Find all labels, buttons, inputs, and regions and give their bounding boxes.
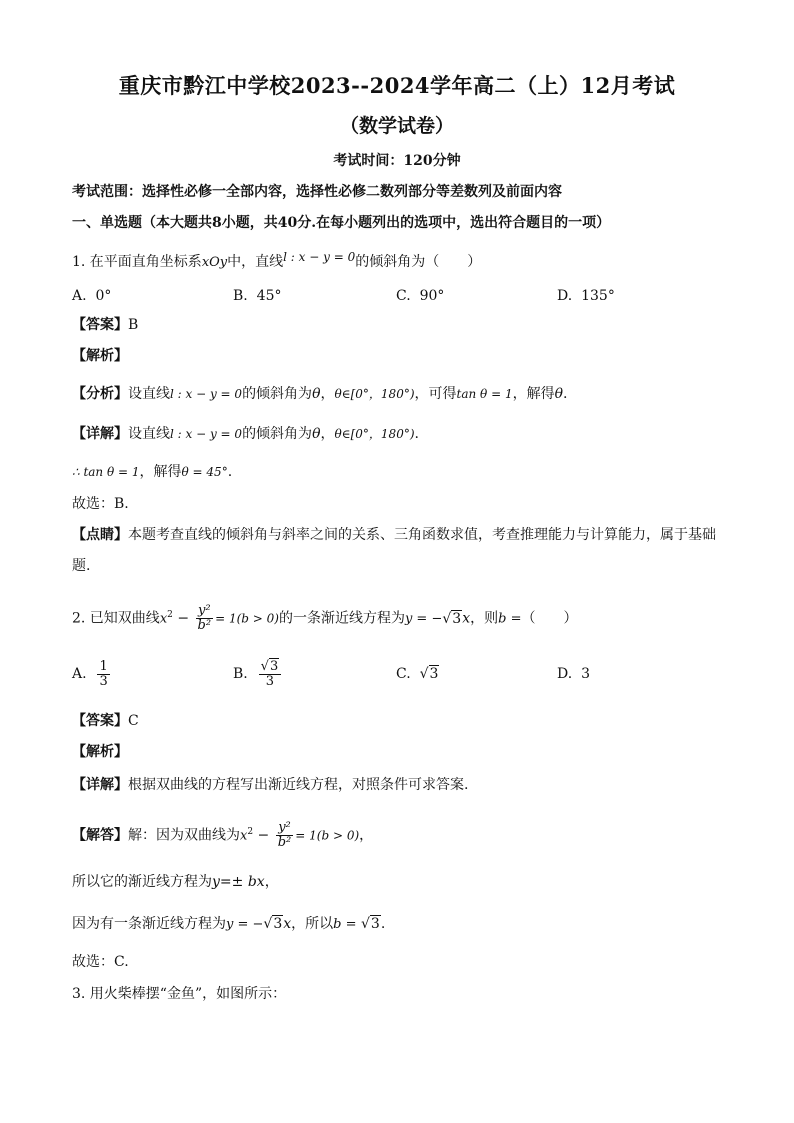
q2-fraction: $\frac{\text{y²}}{\text{b²}}$ — [197, 603, 212, 634]
q1-step: ∴ tan θ = 1，解得θ = 45°. — [72, 464, 233, 480]
q1-stem: 1. 在平面直角坐标系xOy中，直线l : x − y = 0的倾斜角为（ ） — [72, 250, 482, 270]
q1-analysis-tag: 【解析】 — [72, 348, 128, 364]
q1-option-c: C. 90° — [396, 288, 445, 304]
q2-answer: 【答案】C — [72, 713, 139, 729]
q1-option-b: B. 45° — [233, 288, 282, 304]
q2-conclusion-line: 因为有一条渐近线方程为y = −√3x，所以b = √3. — [72, 916, 386, 932]
q2-solve: 【解答】解：因为双曲线为$x^2$ − $\frac{\text{y²}}{\text{b²}}$ = 1(b > 0)， — [72, 820, 374, 851]
q1-comment-cont: 题. — [72, 558, 91, 574]
q1-answer: 【答案】B — [72, 317, 139, 333]
exam-subtitle: （数学试卷） — [339, 115, 454, 137]
q1-choice: 故选：B. — [72, 496, 129, 512]
exam-title: 重庆市黔江中学校2023--2024学年高二（上）12月考试 — [118, 73, 676, 98]
q2-choice: 故选：C. — [72, 954, 129, 970]
q2-asymptote-line: 所以它的渐近线方程为y=± bx， — [72, 874, 279, 890]
q1-option-d: D. 135° — [557, 288, 615, 304]
q2-detail: 【详解】根据双曲线的方程写出渐近线方程，对照条件可求答案. — [72, 777, 469, 793]
q2-stem: 2. 已知双曲线$x^2$ − $\frac{\text{y²}}{\text{b²}}$ = 1(b > 0)的一条渐近线方程为y = −√3x，则b =（ ） — [72, 603, 578, 634]
q2-option-c: C. √3 — [396, 666, 439, 682]
q1-detail: 【详解】设直线l : x − y = 0的倾斜角为θ，θ∈[0°，180°). — [72, 426, 419, 442]
exam-time: 考试时间：120分钟 — [333, 153, 461, 169]
q3-stem: 3. 用火柴棒摆“金鱼”，如图所示： — [72, 986, 287, 1002]
section-heading: 一、单选题（本大题共8小题，共40分.在每小题列出的选项中，选出符合题目的一项） — [72, 215, 611, 231]
q2-analysis-tag: 【解析】 — [72, 744, 128, 760]
q1-fenxi: 【分析】设直线l : x − y = 0的倾斜角为θ，θ∈[0°，180°)，可得tan θ = 1，解得θ. — [72, 386, 568, 402]
q1-comment: 【点睛】本题考查直线的倾斜角与斜率之间的关系、三角函数求值，考查推理能力与计算能力，属于基础 — [72, 527, 716, 543]
q1-option-a: A. 0° — [72, 288, 112, 304]
exam-scope: 考试范围：选择性必修一全部内容，选择性必修二数列部分等差数列及前面内容 — [72, 184, 562, 200]
q2-option-b: B. $\frac{√3}{3}$ — [233, 656, 283, 692]
q2-option-a: A. $\frac{1}{3}$ — [72, 658, 108, 689]
q2-option-d: D. 3 — [557, 666, 591, 682]
